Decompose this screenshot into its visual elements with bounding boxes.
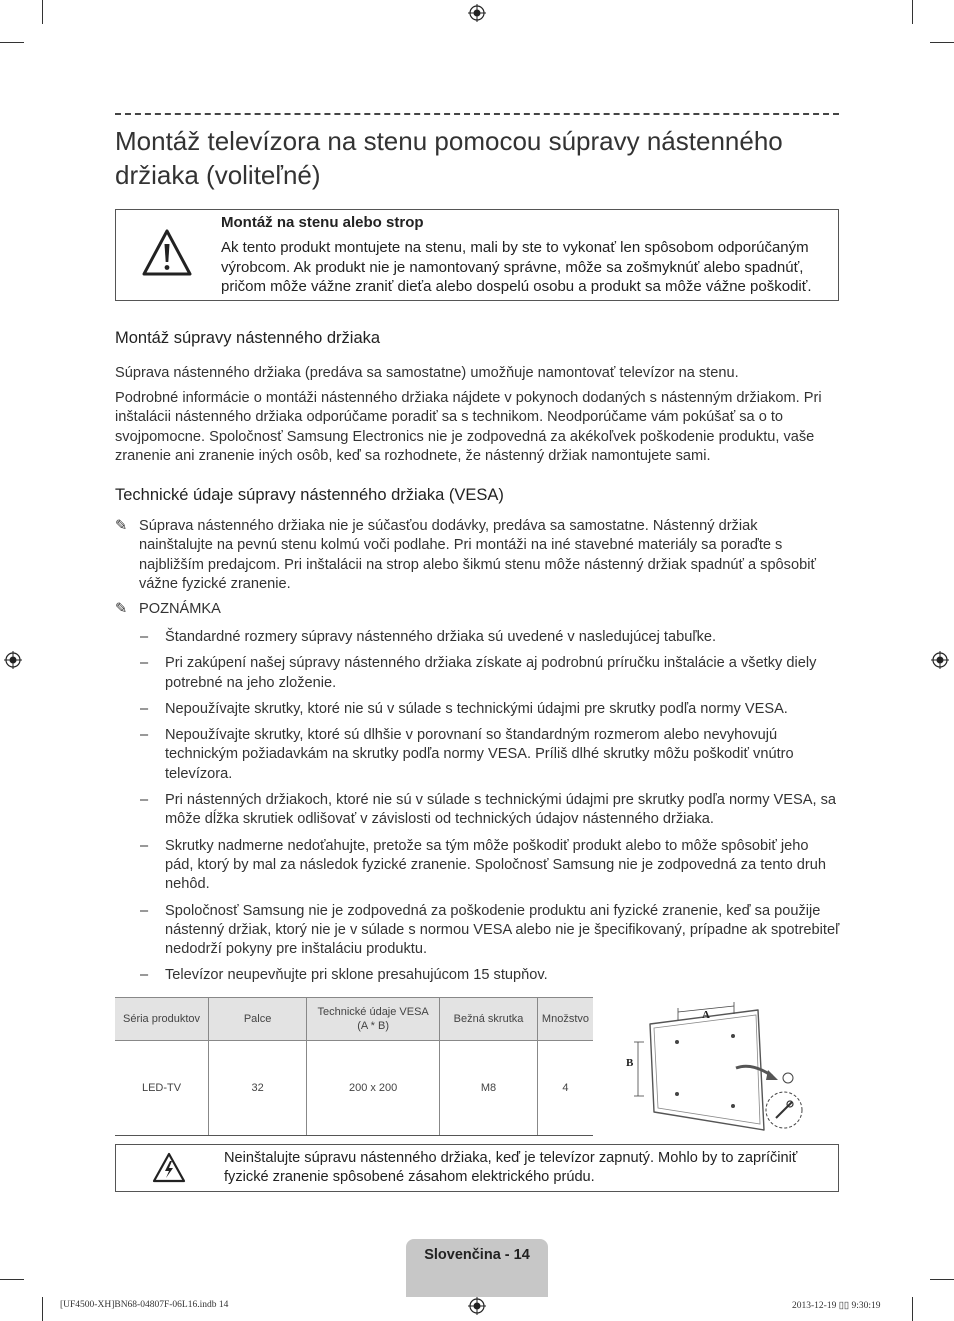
note-pencil-icon: ✎ <box>115 518 128 534</box>
list-item: – Spoločnosť Samsung nie je zodpovedná za poškodenie produktu ani fyzické zranenie, keď sa použije nástenný držiak, ktorý nie je v súlade s normou VESA alebo nie je špecifikovaný, prípadne ak spotrebiteľ nedodrží pokyny pre inštaláciu produktu. <box>140 902 840 958</box>
list-item: – Skrutky nadmerne nedoťahujte, pretože sa tým môže poškodiť produkt alebo to môže spôsobiť jeho pád, ktorý by mal za následok fyzické zranenie. Spoločnosť Samsung nie je zodpovedná za tento druh nehôd. <box>140 837 826 893</box>
column-header: Množstvo <box>537 998 593 1041</box>
mount-hole <box>731 1034 735 1038</box>
note-list <box>140 628 840 993</box>
table-cell: 32 <box>209 1041 307 1136</box>
crop-mark <box>0 1279 24 1280</box>
column-header: Séria produktov <box>115 998 209 1041</box>
note-label-row <box>115 600 840 620</box>
caution-text: Ak tento produkt montujete na stenu, mali by ste to vykonať len spôsobom odporúčaným výrobcom. Ak produkt nie je namontovaný správne, môže sa zošmyknúť alebo spadnúť, pričom môže vážne zraniť dieťa alebo dospelú osobu a produkt sa môže vážne poškodiť. <box>221 239 812 295</box>
registration-mark-icon <box>468 1297 486 1315</box>
arrow-head <box>766 1070 778 1080</box>
column-header: Palce <box>209 998 307 1041</box>
crop-mark <box>0 42 24 43</box>
print-slug-right: 2013-12-19 ▯▯ 9:30:19 <box>792 1301 881 1311</box>
tv-inner-outline <box>654 1015 760 1124</box>
caution-heading: Montáž na stenu alebo strop <box>221 214 424 231</box>
registration-mark-icon <box>468 4 486 22</box>
mount-hole <box>675 1092 679 1096</box>
mount-hole <box>675 1040 679 1044</box>
list-item: – Pri nástenných držiakoch, ktoré nie sú v súlade s technickými údajmi pre skrutky podľa normy VESA, sa môže dĺžka skrutiek odlišovať v závislosti od technických údajov nástenného držiaka. <box>140 792 836 828</box>
warning-text: Neinštalujte súpravu nástenného držiaka, keď je televízor zapnutý. Mohlo by to zapríčiniť fyzické zranenie spôsobené zásahom elektrického prúdu. <box>224 1150 798 1186</box>
table-cell: 4 <box>537 1041 593 1136</box>
note-text: Súprava nástenného držiaka nie je súčasťou dodávky, predáva sa samostatne. Nástenný držiak nainštalujte na pevnú stenu kolmú voči podlahe. Pri montáži na iné stavebné materiály sa poraďte s najbližším predajcom. Pri inštalácii na strop alebo šikmú stenu môže nástenný držiak spadnúť a spôsobiť vážne fyzické zranenie. <box>139 518 816 592</box>
list-item: – Nepoužívajte skrutky, ktoré sú dlhšie v porovnaní so štandardným rozmerom alebo nevyhovujú technickým požiadavkám na skrutky podľa normy VESA. Príliš dlhé skrutky môžu poškodiť vnútro televízora. <box>140 727 794 782</box>
caution-box <box>115 209 839 301</box>
list-item: – Pri zakúpení našej súpravy nástenného držiaka získate aj podrobnú príručku inštalácie a všetky diely potrebné na jeho zloženie. <box>140 655 817 691</box>
page-number-tab <box>406 1239 548 1297</box>
tv-outline <box>650 1010 764 1130</box>
registration-mark-icon <box>931 651 949 669</box>
column-header: Technické údaje VESA (A * B) <box>307 998 440 1041</box>
crop-mark <box>42 0 43 24</box>
registration-mark-icon <box>4 651 22 669</box>
page-number: Slovenčina - 14 <box>424 1247 530 1263</box>
table-cell: 200 x 200 <box>307 1041 440 1136</box>
warning-triangle-icon <box>141 228 193 278</box>
dimension-label-a: A <box>702 1009 710 1021</box>
table-cell: LED-TV <box>115 1041 209 1136</box>
arrow-shaft <box>736 1066 772 1076</box>
screw-head-icon <box>783 1073 793 1083</box>
page-title: Montáž televízora na stenu pomocou súpravy nástenného držiaka (voliteľné) <box>115 126 783 190</box>
note <box>115 517 840 597</box>
crop-mark <box>42 1297 43 1321</box>
list-item: – Televízor neupevňujte pri sklone presahujúcom 15 stupňov. <box>140 967 548 984</box>
print-slug-left: [UF4500-XH]BN68-04807F-06L16.indb 14 <box>60 1300 229 1310</box>
title-divider <box>115 113 839 115</box>
paragraph: Podrobné informácie o montáži nástenného držiaka nájdete v pokynoch dodaných s nástenným držiakom. Pri inštalácii nástenného držiaka odporúčame poradiť sa s technikom. Neodporúčame vám pokúšať sa o to svojpomocne. Spoločnosť Samsung Electronics nie je zodpovedná za akékoľvek poškodenie produktu, vaše zranenie ani zranenie iných osôb, keď sa rozhodnete, že nástenný držiak namontujete sami. <box>115 390 822 464</box>
crop-mark <box>912 0 913 24</box>
dimension-label-b: B <box>626 1057 634 1069</box>
crop-mark <box>912 1297 913 1321</box>
section-heading-wall-mount: Montáž súpravy nástenného držiaka <box>115 329 381 347</box>
screw-icon <box>776 1102 792 1118</box>
crop-mark <box>930 42 954 43</box>
note-label: POZNÁMKA <box>139 601 221 617</box>
table-cell: M8 <box>440 1041 538 1136</box>
crop-mark <box>930 1279 954 1280</box>
shock-warning-box <box>115 1144 839 1192</box>
table-header-row <box>115 998 593 1041</box>
tv-back-vesa-diagram <box>612 998 836 1136</box>
vesa-spec-table <box>115 997 593 1136</box>
section-heading-vesa: Technické údaje súpravy nástenného držiaka (VESA) <box>115 486 504 504</box>
paragraph: Súprava nástenného držiaka (predáva sa samostatne) umožňuje namontovať televízor na stenu. <box>115 365 739 381</box>
table-row <box>115 1041 593 1136</box>
list-item: – Štandardné rozmery súpravy nástenného držiaka sú uvedené v nasledujúcej tabuľke. <box>140 629 717 645</box>
electric-shock-warning-icon <box>152 1152 186 1183</box>
mount-hole <box>731 1104 735 1108</box>
list-item: – Nepoužívajte skrutky, ktoré nie sú v súlade s technickými údajmi pre skrutky podľa normy VESA. <box>140 700 788 717</box>
column-header: Bežná skrutka <box>440 998 538 1041</box>
note-pencil-icon: ✎ <box>115 601 128 617</box>
